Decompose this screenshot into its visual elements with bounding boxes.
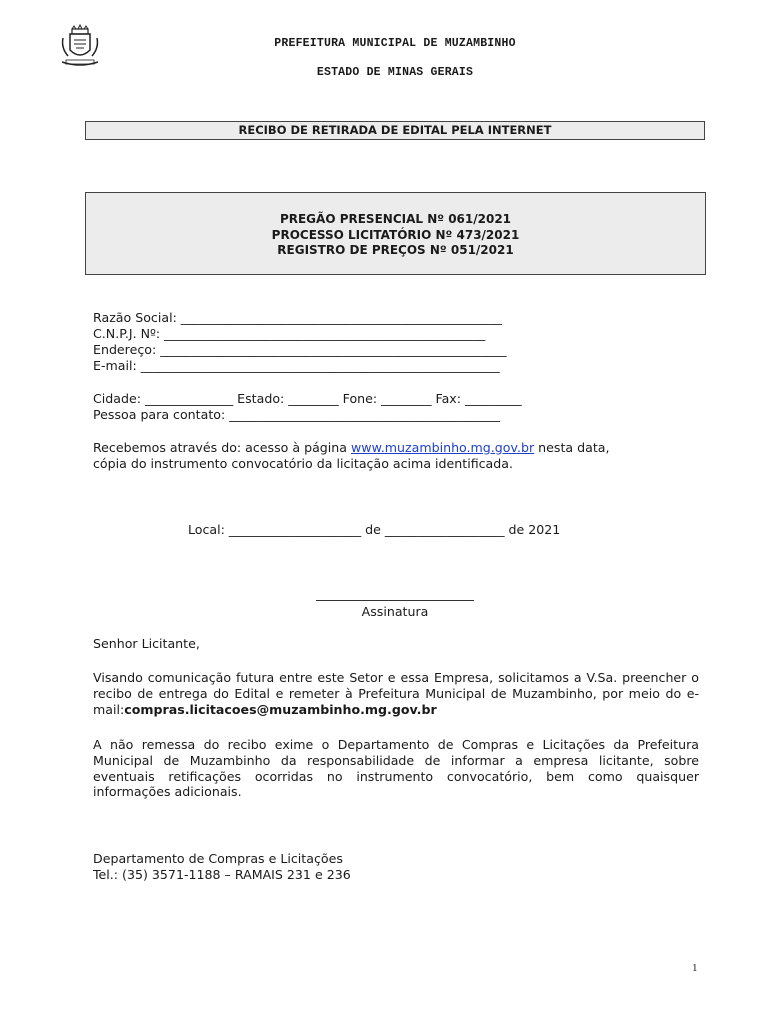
pessoa-contato-field: Pessoa para contato: ___________________________________________ xyxy=(93,407,500,422)
website-link[interactable]: www.muzambinho.mg.gov.br xyxy=(351,440,535,455)
process-box xyxy=(85,192,706,275)
signature-line xyxy=(316,600,474,601)
razao-social-field: Razão Social: ___________________________________________________ xyxy=(93,310,502,325)
paragraph-request xyxy=(93,670,699,717)
title-box: RECIBO DE RETIRADA DE EDITAL PELA INTERNET xyxy=(85,121,705,140)
receipt-suffix: nesta data, xyxy=(534,440,610,455)
receipt-line1 xyxy=(93,440,609,456)
footer-telephone: Tel.: (35) 3571-1188 – RAMAIS 231 e 236 xyxy=(93,867,351,882)
signature-label: Assinatura xyxy=(361,604,429,619)
paragraph-disclaimer: A não remessa do recibo exime o Departamento de Compras e Licitações da Prefeitura Municipal de Muzambinho da responsabilidade de informar a empresa licitante, sobre eventuais retificações ocorridas no instrumento convocatório, bem como quaisquer informações adicionais. xyxy=(93,737,699,800)
footer-department: Departamento de Compras e Licitações xyxy=(93,851,343,866)
local-date-line: Local: _____________________ de ___________________ de 2021 xyxy=(188,522,561,537)
pregao-line: PREGÃO PRESENCIAL Nº 061/2021 xyxy=(279,212,512,226)
registro-line: REGISTRO DE PREÇOS Nº 051/2021 xyxy=(277,243,514,257)
header-estado: ESTADO DE MINAS GERAIS xyxy=(316,66,474,79)
purchasing-email: compras.licitacoes@muzambinho.mg.gov.br xyxy=(124,701,437,717)
email-field: E-mail: _________________________________________________________ xyxy=(93,358,500,373)
paragraph-request-text: Visando comunicação futura entre este Setor e essa Empresa, solicitamos a V.Sa. preencher o recibo de entrega do Edital e remeter à Prefeitura Municipal de Muzambinho, por meio do e-mail: xyxy=(93,670,699,717)
page-number: 1 xyxy=(692,962,698,974)
receipt-prefix: Recebemos através do: acesso à página xyxy=(93,440,351,455)
processo-line: PROCESSO LICITATÓRIO Nº 473/2021 xyxy=(271,227,520,242)
salutation: Senhor Licitante, xyxy=(93,636,200,651)
endereco-field: Endereço: _______________________________________________________ xyxy=(93,342,507,357)
header-prefeitura: PREFEITURA MUNICIPAL DE MUZAMBINHO xyxy=(274,37,516,50)
receipt-line2: cópia do instrumento convocatório da licitação acima identificada. xyxy=(93,456,513,471)
cnpj-field: C.N.P.J. Nº: ___________________________________________________ xyxy=(93,326,486,341)
cidade-estado-fone-fax-field: Cidade: ______________ Estado: ________ Fone: ________ Fax: _________ xyxy=(93,391,522,406)
